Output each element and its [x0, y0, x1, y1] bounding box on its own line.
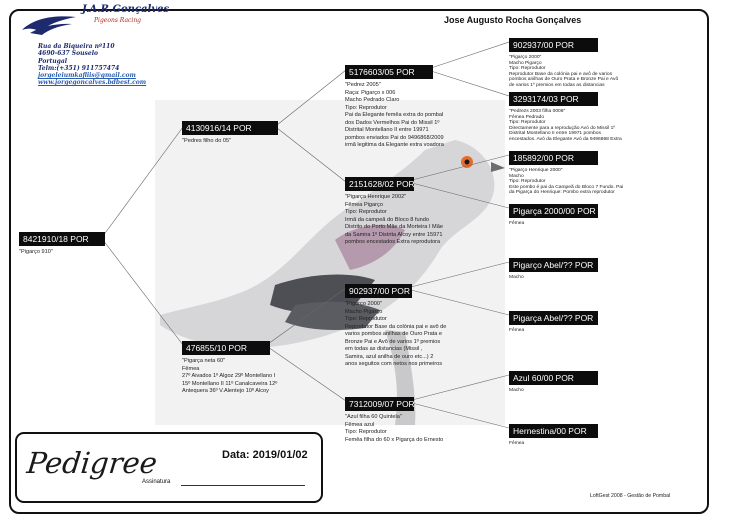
detail-line: Pai da Elegante femêa extra do pombal [345, 112, 444, 118]
detail-line: Tipo: Reprodutor [345, 209, 387, 215]
detail-line: Fêmea Pedrado [509, 114, 545, 120]
detail-line: Reprodutor Base da colónia pai e avô de varios [509, 71, 613, 77]
bird-subject[interactable] [19, 229, 105, 257]
bird-details [509, 388, 598, 394]
date-value: 2019/01/02 [252, 449, 308, 461]
ring-number: 5176603/05 POR [345, 65, 433, 79]
bird-details [509, 328, 598, 334]
detail-line: Raça: Pigarço x 006 [345, 89, 396, 96]
detail-line: Fêmea [182, 365, 200, 372]
owner-name: Jose Augusto Rocha Gonçalves [444, 15, 582, 25]
detail-line: "Pigarça Henrique 2002" [345, 194, 407, 200]
detail-line: anos seguitos com netos nos primeiros [345, 361, 443, 367]
detail-line: da Samira 1º Distrita Alcoy entre 15971 [345, 231, 443, 238]
ring-number: 8421910/18 POR [19, 232, 105, 246]
detail-line: dos Dados Vermelhos Pai do Missil 1º [345, 119, 440, 126]
bird-details [509, 55, 618, 89]
detail-line: em todas as distancias (Missil , [345, 346, 423, 352]
detail-line: varios pombos anilhas de Ouro Prata e [345, 331, 443, 337]
bird-sire-sire[interactable] [345, 62, 444, 150]
bird-sire-dam[interactable] [345, 174, 443, 247]
logo-subtitle: Pigeons Racing [94, 17, 142, 24]
detail-line: encestados. Avó da Elegante Avó da 9496868 Extra [509, 136, 622, 142]
detail-line: Fêmea Pigarço [345, 201, 383, 208]
logo-name: J.A.R.Gonçalves [82, 4, 170, 15]
signature-label: Assinatura [142, 479, 171, 485]
detail-line: Fêmea [509, 221, 525, 226]
detail-line: Macho [509, 275, 524, 280]
bird-details [509, 168, 623, 196]
address-line: Rua da Biqueira nº110 [38, 43, 115, 50]
bird-ggp-2[interactable] [509, 89, 622, 143]
connector [268, 347, 346, 401]
ring-number: 7312009/07 POR [345, 397, 414, 411]
ring-number: Hernestina/00 POR [509, 424, 598, 438]
detail-line: Macho [509, 173, 524, 179]
address-line: 4690-637 Souselo [38, 50, 98, 58]
detail-line: Antequera 36º V.Alentejo 10º Alcoy [182, 388, 269, 394]
detail-line: Macho [509, 388, 524, 393]
bird-details [345, 414, 443, 444]
bird-details [182, 358, 277, 396]
detail-line: pombos anilhas de Ouro Prata e Bronze Pai e Avô [509, 77, 619, 83]
detail-line: "Pigarça neta 60" [182, 358, 226, 364]
ring-number: Pigarço Abel/?? POR [509, 258, 598, 272]
software-credit: LoftGest 2008 - Gestão de Pombal [590, 493, 671, 499]
detail-line: "Azul filha 60 Quintela" [345, 414, 402, 420]
pedigree-title: Pedigree [25, 446, 159, 480]
detail-line: pombos encestados Extra reprodutora [345, 239, 441, 245]
detail-line: Irmã da campeã do Bloco 8 fundo [345, 216, 429, 223]
website-link[interactable]: www.jorgegoncalves.bdbest.com [38, 79, 147, 87]
ring-number: 902937/00 POR [345, 284, 412, 298]
phone-line: Telm:(+351) 911757474 [38, 64, 120, 72]
detail-line: Reprodutor Base da colónia pai e avô de [345, 323, 447, 330]
detail-line: "Pigarço 910" [19, 249, 53, 255]
bird-details [345, 194, 443, 247]
bird-details [345, 82, 444, 150]
detail-line: Bronze Pai e Avô de varios 1º premios [345, 338, 441, 345]
bird-details [509, 275, 598, 281]
signature-line[interactable] [181, 485, 305, 486]
detail-line: Macho Pedrado Claro [345, 97, 400, 103]
detail-line: Directamente para a reprodução Avó do Missil 1º [509, 125, 616, 131]
detail-line: Tipo: Reprodutor [509, 120, 546, 126]
email-link[interactable]: jorgeleiumkafliis@gmail.com [38, 72, 136, 80]
detail-line: Fêmea azul [345, 421, 375, 428]
bird-details [509, 221, 598, 227]
ring-number: Azul 60/00 POR [509, 371, 598, 385]
detail-line: de varios 1º premios em todas as distancias [509, 82, 605, 88]
detail-line: Fêmea [509, 441, 525, 446]
bird-ggp-4[interactable] [509, 201, 598, 227]
bird-ggp-7[interactable] [509, 368, 598, 394]
detail-line: 27º Aivados 1º Algoz 29º Montellano I [182, 373, 276, 379]
detail-line: da Pigarça do Henrique: Pombo extra reprodutor [509, 190, 615, 196]
bird-details [19, 249, 105, 257]
connector [268, 288, 346, 344]
bird-details [509, 109, 622, 143]
detail-line: pombos enviados Pai do 9496868/2009 [345, 134, 444, 141]
detail-line: "Pigarço 2000" [345, 301, 382, 307]
detail-line: irmã legitima da Elegante extra voadora [345, 142, 444, 148]
bird-ggp-8[interactable] [509, 421, 598, 447]
date-label: Data: [222, 449, 250, 461]
bird-ggp-1[interactable] [509, 35, 618, 89]
connector [103, 240, 183, 345]
detail-line: Femêa filha do 60 x Pigarça do Ernesto [345, 436, 444, 443]
connector [103, 127, 183, 236]
detail-line: Tipo: Reprodutor [509, 66, 546, 72]
detail-line: Fêmea [509, 328, 525, 333]
detail-line: "Pigarço Henrique 2000" [509, 168, 563, 173]
ring-number: 476855/10 POR [182, 341, 270, 355]
bird-dam[interactable] [182, 338, 277, 396]
ring-number: 2151628/02 POR [345, 177, 414, 191]
detail-line: "Pedrez 2005" [345, 82, 381, 88]
detail-line: "Pedrezs 2003 filha 0006" [509, 109, 566, 114]
bird-sire[interactable] [182, 118, 278, 146]
detail-line: Macho Pigarço [345, 308, 383, 315]
detail-line: "Pedres filho do 05" [182, 138, 232, 144]
detail-line: Tipo: Reprodutor [509, 179, 546, 185]
ring-number: 902937/00 POR [509, 38, 598, 52]
ring-number: 185892/00 POR [509, 151, 598, 165]
ring-number: 3293174/03 POR [509, 92, 598, 106]
bird-dam-dam[interactable] [345, 394, 443, 444]
bird-ggp-3[interactable] [509, 148, 623, 196]
connector [277, 128, 346, 182]
ring-number: 4130916/14 POR [182, 121, 278, 135]
detail-line: Distrito do Porto Mãe da Morteira I Mãe [345, 224, 443, 230]
date-field [222, 449, 308, 461]
detail-line: 15º Montellano II 11º Canalcaveira 12º [182, 380, 278, 387]
bird-details [182, 138, 278, 146]
detail-line: Macho Pigarço [509, 60, 542, 66]
bird-details [345, 301, 446, 369]
ring-number: Pigarça 2000/00 POR [509, 204, 598, 218]
footer-box [15, 432, 323, 503]
connector [277, 70, 346, 125]
detail-line: Distrital Montellano II entre 19971 pombos [509, 131, 601, 137]
bird-ggp-5[interactable] [509, 255, 598, 281]
detail-line: Tipo: Reprodutor [345, 104, 387, 111]
address-line: Portugal [38, 57, 68, 65]
detail-line: Tipo: Reprodutor [345, 429, 387, 435]
detail-line: "Pigarço 2000" [509, 55, 542, 60]
bird-details [509, 441, 598, 447]
detail-line: Tipo: Reprodutor [345, 316, 387, 322]
ring-number: Pigarça Abel/?? POR [509, 311, 598, 325]
detail-line: Distrital Montellano II entre 19971 [345, 127, 429, 133]
bird-dam-sire[interactable] [345, 281, 446, 369]
detail-line: Samira, azul anilha de ouro etc...) 2 [345, 353, 434, 360]
bird-ggp-6[interactable] [509, 308, 598, 334]
detail-line: Este pombo é pai da Campeã do Bloco 7 Fundo. Pai [509, 184, 624, 190]
